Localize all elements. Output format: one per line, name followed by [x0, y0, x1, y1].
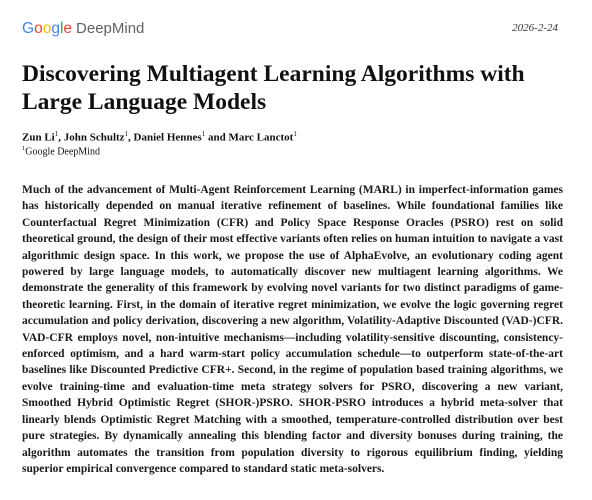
author-name: Zun Li [22, 131, 55, 144]
logo-letter: o [42, 20, 52, 37]
google-deepmind-logo [22, 20, 144, 38]
author-name: Marc Lanctot [228, 131, 294, 144]
author-affiliation-mark: 1 [54, 130, 59, 138]
author-name: John Schultz [63, 131, 125, 144]
paper-title: Discovering Multiagent Learning Algorithms with Large Language Models [22, 61, 525, 115]
author-separator: and [205, 131, 229, 144]
author-name: Daniel Hennes [133, 131, 202, 144]
page-header [22, 20, 562, 44]
author-separator: , [128, 131, 134, 144]
author-affiliation-mark: 1 [124, 130, 129, 138]
publication-date: 2026-2-24 [512, 22, 558, 34]
author-list [22, 130, 297, 144]
abstract-text: Much of the advancement of Multi-Agent Reinforcement Learning (MARL) in imperfect-information games has historically depended on manual iterative refinement of baselines. While foundational families like Counterfactual Regret Minimization (CFR) and Policy Space Response Oracles (PSRO) rest on solid theoretical ground, the design of their most effective variants often relies on human intuition to navigate a vast algorithmic design space. In this work, we propose the use of AlphaEvolve, an evolutionary coding agent powered by large language models, to automatically discover new multiagent learning algorithms. We demonstrate the generality of this framework by evolving novel variants for two distinct paradigms of game-theoretic learning. First, in the domain of iterative regret minimization, we evolve the logic governing regret accumulation and policy derivation, discovering a new algorithm, Volatility-Adaptive Discounted (VAD-)CFR. VAD-CFR employs novel, non-intuitive mechanisms—including volatility-sensitive discounting, consistency-enforced optimism, and a hard warm-start policy accumulation schedule—to outperform state-of-the-art baselines like Discounted Predictive CFR+. Second, in the regime of population based training algorithms, we evolve training-time and evaluation-time meta strategy solvers for PSRO, discovering a new variant, Smoothed Hybrid Optimistic Regret (SHOR-)PSRO. SHOR-PSRO introduces a hybrid meta-solver that linearly blends Optimistic Regret Matching with a smoothed, temperature-controlled distribution over best pure strategies. By dynamically annealing this blending factor and diversity bonuses during training, the algorithm automates the transition from population diversity to rigorous equilibrium finding, yielding superior empirical convergence compared to standard static meta-solvers. [22, 184, 563, 475]
logo-letter: o [34, 20, 43, 37]
author-affiliation-mark: 1 [293, 130, 297, 138]
affiliation [22, 145, 100, 157]
logo-letter: e [63, 20, 73, 37]
author-separator: , [58, 131, 64, 144]
logo-letter: g [51, 20, 60, 37]
affiliation-name: Google DeepMind [25, 146, 100, 158]
logo-letter: l [59, 20, 64, 37]
deepmind-wordmark: DeepMind [76, 20, 145, 37]
author-affiliation-mark: 1 [201, 130, 206, 138]
google-wordmark [22, 20, 72, 38]
logo-letter: G [22, 20, 35, 37]
affiliation-mark: 1 [22, 145, 26, 152]
